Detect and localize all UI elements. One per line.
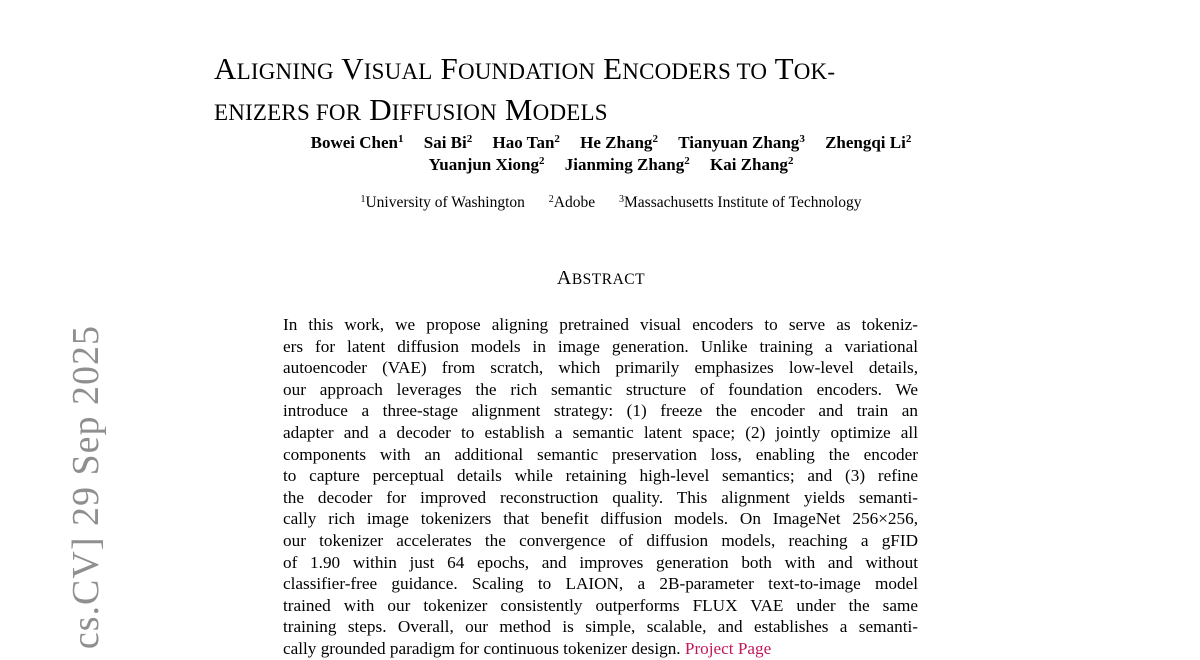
title-word: T bbox=[774, 51, 794, 86]
abstract-line: of 1.90 within just 64 epochs, and improves generation both with and without bbox=[283, 552, 918, 572]
abstract-line: autoencoder (VAE) from scratch, which primarily emphasizes low-level details, bbox=[283, 358, 918, 378]
affiliation: $^2$Adobe bbox=[548, 194, 596, 211]
title-word: LIGNING bbox=[236, 59, 334, 84]
title-word: F bbox=[440, 51, 458, 86]
author: Jianming Zhang$^2$ bbox=[564, 155, 690, 174]
title-word: ISUAL bbox=[363, 59, 433, 84]
author-list bbox=[214, 132, 1008, 176]
title-word: OUNDATION bbox=[457, 59, 596, 84]
abstract-line: ers for latent diffusion models in image generation. Unlike training a variational bbox=[283, 336, 918, 356]
author: Bowei Chen$^1$ bbox=[310, 133, 404, 152]
title-word: OK- bbox=[793, 59, 836, 84]
abstract-last-line bbox=[283, 638, 918, 660]
title-word: A bbox=[214, 51, 237, 86]
abstract-line: cally rich image tokenizers that benefit diffusion models. On ImageNet 256×256, bbox=[283, 509, 918, 529]
affiliation: $^3$Massachusetts Institute of Technology bbox=[619, 194, 862, 211]
title-word: D bbox=[369, 92, 392, 127]
author: Tianyuan Zhang$^3$ bbox=[678, 133, 805, 152]
title-word: M bbox=[504, 92, 533, 127]
abstract-line: the decoder for improved reconstruction quality. This alignment yields semanti- bbox=[283, 487, 918, 507]
title-line-1 bbox=[214, 50, 1014, 91]
author: Sai Bi$^2$ bbox=[423, 133, 473, 152]
abstract-line: adapter and a decoder to establish a semantic latent space; (2) jointly optimize all bbox=[283, 422, 918, 442]
title-word: ENIZERS FOR bbox=[214, 100, 362, 125]
abstract-line: cally grounded paradigm for continuous tokenizer design. bbox=[283, 638, 681, 658]
affiliation-list bbox=[214, 193, 1008, 213]
abstract-line: In this work, we propose aligning pretrained visual encoders to serve as tokeniz- bbox=[283, 315, 918, 334]
paper-title bbox=[214, 50, 1014, 132]
title-word: E bbox=[603, 51, 623, 86]
abstract-heading: ABSTRACT bbox=[556, 267, 646, 289]
title-word: NCODERS TO bbox=[622, 59, 768, 84]
author: Zhengqi Li$^2$ bbox=[825, 133, 912, 152]
title-line-2 bbox=[214, 91, 1014, 132]
title-word: V bbox=[341, 51, 364, 86]
author: He Zhang$^2$ bbox=[580, 133, 658, 152]
author-row-1 bbox=[214, 132, 1008, 154]
abstract-line: introduce a three-stage alignment strategy: (1) freeze the encoder and train an bbox=[283, 401, 918, 421]
arxiv-stamp: cs.CV] 29 Sep 2025 bbox=[65, 325, 107, 650]
author-row-2 bbox=[214, 154, 1008, 176]
abstract-line: our tokenizer accelerates the convergence of diffusion models, reaching a gFID bbox=[283, 530, 918, 550]
abstract-line: training steps. Overall, our method is simple, scalable, and establishes a semanti- bbox=[283, 617, 918, 637]
abstract-line: classifier-free guidance. Scaling to LAION, a 2B-parameter text-to-image model bbox=[283, 574, 918, 594]
affiliation: $^1$University of Washington bbox=[360, 194, 525, 211]
title-word: IFFUSION bbox=[391, 100, 497, 125]
author: Yuanjun Xiong$^2$ bbox=[428, 155, 545, 174]
project-page-link[interactable]: Project Page bbox=[684, 638, 772, 658]
title-word: ODELS bbox=[532, 100, 608, 125]
arxiv-sidebar bbox=[0, 320, 107, 660]
abstract-line: to capture perceptual details while retaining high-level semantics; and (3) refine bbox=[283, 466, 918, 486]
abstract-line: components with an additional semantic preservation loss, enabling the encoder bbox=[283, 444, 918, 464]
author: Kai Zhang$^2$ bbox=[709, 155, 794, 174]
abstract-line: our approach leverages the rich semantic structure of foundation encoders. We bbox=[283, 379, 918, 399]
abstract-body bbox=[283, 314, 918, 660]
abstract-line: trained with our tokenizer consistently outperforms FLUX VAE under the same bbox=[283, 595, 918, 615]
author: Hao Tan$^2$ bbox=[492, 133, 560, 152]
